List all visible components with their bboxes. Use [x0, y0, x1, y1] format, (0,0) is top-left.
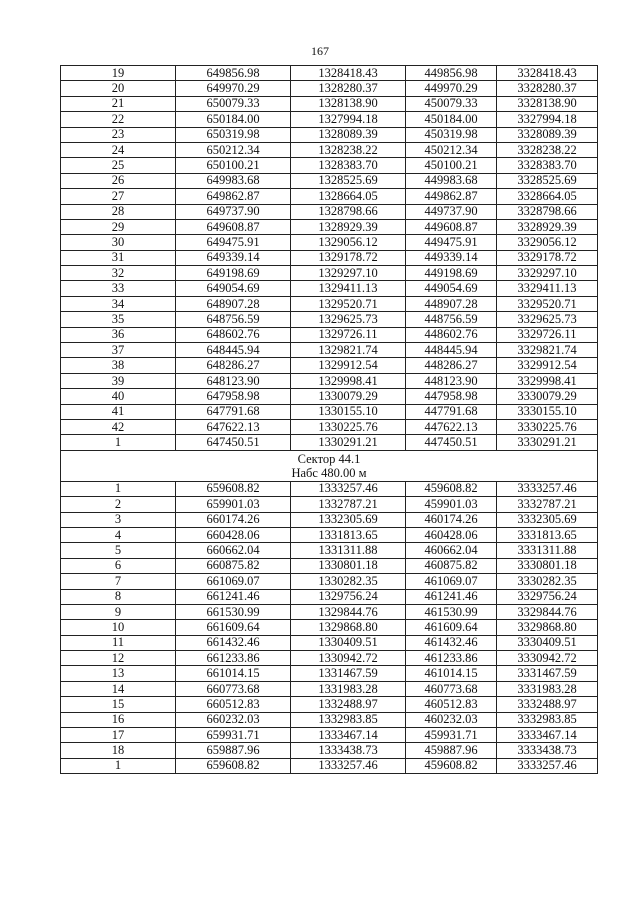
- point-number-cell: 10: [61, 620, 176, 635]
- table-row: [61, 373, 598, 388]
- y-local-cell: 3328798.66: [497, 204, 598, 219]
- x-coordinate-cell: 660232.03: [176, 712, 291, 727]
- table-row: [61, 204, 598, 219]
- point-number-cell: 30: [61, 235, 176, 250]
- y-local-cell: 3330801.18: [497, 558, 598, 573]
- point-number-cell: 42: [61, 419, 176, 434]
- x-coordinate-cell: 647450.51: [176, 435, 291, 450]
- x-local-cell: 449054.69: [406, 281, 497, 296]
- point-number-cell: 35: [61, 312, 176, 327]
- point-number-cell: 9: [61, 604, 176, 619]
- y-coordinate-cell: 1330155.10: [291, 404, 406, 419]
- y-coordinate-cell: 1328664.05: [291, 189, 406, 204]
- x-local-cell: 449608.87: [406, 219, 497, 234]
- point-number-cell: 17: [61, 728, 176, 743]
- x-local-cell: 447450.51: [406, 435, 497, 450]
- x-coordinate-cell: 648123.90: [176, 373, 291, 388]
- y-local-cell: 3331311.88: [497, 543, 598, 558]
- y-local-cell: 3328238.22: [497, 142, 598, 157]
- y-coordinate-cell: 1328929.39: [291, 219, 406, 234]
- y-local-cell: 3329998.41: [497, 373, 598, 388]
- point-number-cell: 24: [61, 142, 176, 157]
- y-coordinate-cell: 1329726.11: [291, 327, 406, 342]
- x-coordinate-cell: 649970.29: [176, 81, 291, 96]
- point-number-cell: 37: [61, 343, 176, 358]
- y-coordinate-cell: 1329821.74: [291, 343, 406, 358]
- y-coordinate-cell: 1332983.85: [291, 712, 406, 727]
- table-row: [61, 250, 598, 265]
- x-local-cell: 460662.04: [406, 543, 497, 558]
- y-local-cell: 3329056.12: [497, 235, 598, 250]
- section-header-cell: [61, 450, 598, 481]
- table-body-after: [61, 481, 598, 773]
- x-coordinate-cell: 660662.04: [176, 543, 291, 558]
- y-coordinate-cell: 1329178.72: [291, 250, 406, 265]
- x-local-cell: 449856.98: [406, 66, 497, 81]
- x-coordinate-cell: 649054.69: [176, 281, 291, 296]
- table-row: [61, 527, 598, 542]
- point-number-cell: 18: [61, 743, 176, 758]
- table-row: [61, 312, 598, 327]
- y-local-cell: 3328138.90: [497, 96, 598, 111]
- table-row: [61, 712, 598, 727]
- x-local-cell: 460428.06: [406, 527, 497, 542]
- table-row: [61, 189, 598, 204]
- y-local-cell: 3330291.21: [497, 435, 598, 450]
- y-coordinate-cell: 1332787.21: [291, 497, 406, 512]
- table-row: [61, 574, 598, 589]
- y-local-cell: 3329868.80: [497, 620, 598, 635]
- point-number-cell: 26: [61, 173, 176, 188]
- point-number-cell: 2: [61, 497, 176, 512]
- table-row: [61, 604, 598, 619]
- x-local-cell: 449339.14: [406, 250, 497, 265]
- y-local-cell: 3331813.65: [497, 527, 598, 542]
- y-coordinate-cell: 1333257.46: [291, 758, 406, 773]
- point-number-cell: 12: [61, 651, 176, 666]
- table-row: [61, 666, 598, 681]
- table-row: [61, 81, 598, 96]
- y-coordinate-cell: 1328238.22: [291, 142, 406, 157]
- x-coordinate-cell: 661069.07: [176, 574, 291, 589]
- y-coordinate-cell: 1333257.46: [291, 481, 406, 496]
- y-coordinate-cell: 1328525.69: [291, 173, 406, 188]
- table-row: [61, 697, 598, 712]
- x-local-cell: 449737.90: [406, 204, 497, 219]
- point-number-cell: 7: [61, 574, 176, 589]
- point-number-cell: 28: [61, 204, 176, 219]
- y-local-cell: 3330155.10: [497, 404, 598, 419]
- y-coordinate-cell: 1331311.88: [291, 543, 406, 558]
- y-coordinate-cell: 1327994.18: [291, 112, 406, 127]
- x-coordinate-cell: 648602.76: [176, 327, 291, 342]
- table-body-before: [61, 66, 598, 451]
- x-coordinate-cell: 650212.34: [176, 142, 291, 157]
- table-row: [61, 620, 598, 635]
- point-number-cell: 32: [61, 266, 176, 281]
- x-coordinate-cell: 650079.33: [176, 96, 291, 111]
- x-local-cell: 448286.27: [406, 358, 497, 373]
- x-local-cell: 460773.68: [406, 681, 497, 696]
- table-row: [61, 358, 598, 373]
- table-row: [61, 728, 598, 743]
- y-coordinate-cell: 1328418.43: [291, 66, 406, 81]
- y-coordinate-cell: 1329756.24: [291, 589, 406, 604]
- x-local-cell: 460232.03: [406, 712, 497, 727]
- point-number-cell: 1: [61, 481, 176, 496]
- x-coordinate-cell: 661432.46: [176, 635, 291, 650]
- section-header: [61, 450, 598, 481]
- x-local-cell: 459608.82: [406, 758, 497, 773]
- x-local-cell: 450212.34: [406, 142, 497, 157]
- x-local-cell: 461233.86: [406, 651, 497, 666]
- x-local-cell: 449198.69: [406, 266, 497, 281]
- x-coordinate-cell: 659901.03: [176, 497, 291, 512]
- y-coordinate-cell: 1328383.70: [291, 158, 406, 173]
- x-coordinate-cell: 650319.98: [176, 127, 291, 142]
- x-coordinate-cell: 648756.59: [176, 312, 291, 327]
- point-number-cell: 38: [61, 358, 176, 373]
- y-local-cell: 3329726.11: [497, 327, 598, 342]
- x-local-cell: 448756.59: [406, 312, 497, 327]
- y-local-cell: 3333467.14: [497, 728, 598, 743]
- y-local-cell: 3330079.29: [497, 389, 598, 404]
- x-coordinate-cell: 659931.71: [176, 728, 291, 743]
- x-local-cell: 447622.13: [406, 419, 497, 434]
- x-coordinate-cell: 660512.83: [176, 697, 291, 712]
- x-coordinate-cell: 650100.21: [176, 158, 291, 173]
- section-header-row: [61, 450, 598, 481]
- x-coordinate-cell: 649856.98: [176, 66, 291, 81]
- point-number-cell: 21: [61, 96, 176, 111]
- page-number: 167: [311, 44, 329, 58]
- x-local-cell: 450079.33: [406, 96, 497, 111]
- y-local-cell: 3328280.37: [497, 81, 598, 96]
- point-number-cell: 13: [61, 666, 176, 681]
- x-local-cell: 447958.98: [406, 389, 497, 404]
- y-local-cell: 3331983.28: [497, 681, 598, 696]
- point-number-cell: 39: [61, 373, 176, 388]
- table-row: [61, 543, 598, 558]
- point-number-cell: 25: [61, 158, 176, 173]
- y-local-cell: 3333257.46: [497, 758, 598, 773]
- y-local-cell: 3329178.72: [497, 250, 598, 265]
- point-number-cell: 6: [61, 558, 176, 573]
- y-local-cell: 3333438.73: [497, 743, 598, 758]
- y-local-cell: 3330225.76: [497, 419, 598, 434]
- point-number-cell: 22: [61, 112, 176, 127]
- y-local-cell: 3333257.46: [497, 481, 598, 496]
- table-row: [61, 235, 598, 250]
- point-number-cell: 34: [61, 296, 176, 311]
- y-local-cell: 3329756.24: [497, 589, 598, 604]
- table-row: [61, 158, 598, 173]
- x-coordinate-cell: 648286.27: [176, 358, 291, 373]
- y-local-cell: 3331467.59: [497, 666, 598, 681]
- point-number-cell: 11: [61, 635, 176, 650]
- x-local-cell: 448445.94: [406, 343, 497, 358]
- x-coordinate-cell: 649608.87: [176, 219, 291, 234]
- sector-height: Набс 480.00 м: [291, 465, 367, 480]
- x-coordinate-cell: 649983.68: [176, 173, 291, 188]
- x-local-cell: 448123.90: [406, 373, 497, 388]
- y-coordinate-cell: 1330291.21: [291, 435, 406, 450]
- y-local-cell: 3332305.69: [497, 512, 598, 527]
- x-local-cell: 449970.29: [406, 81, 497, 96]
- point-number-cell: 5: [61, 543, 176, 558]
- point-number-cell: 27: [61, 189, 176, 204]
- x-local-cell: 461014.15: [406, 666, 497, 681]
- table-row: [61, 327, 598, 342]
- table-row: [61, 481, 598, 496]
- x-local-cell: 461432.46: [406, 635, 497, 650]
- y-coordinate-cell: 1330225.76: [291, 419, 406, 434]
- x-local-cell: 450184.00: [406, 112, 497, 127]
- table-row: [61, 589, 598, 604]
- y-coordinate-cell: 1328798.66: [291, 204, 406, 219]
- point-number-cell: 40: [61, 389, 176, 404]
- x-coordinate-cell: 661241.46: [176, 589, 291, 604]
- point-number-cell: 3: [61, 512, 176, 527]
- point-number-cell: 41: [61, 404, 176, 419]
- y-local-cell: 3327994.18: [497, 112, 598, 127]
- y-local-cell: 3330409.51: [497, 635, 598, 650]
- x-local-cell: 460174.26: [406, 512, 497, 527]
- table-row: [61, 343, 598, 358]
- y-coordinate-cell: 1329411.13: [291, 281, 406, 296]
- y-coordinate-cell: 1329625.73: [291, 312, 406, 327]
- x-coordinate-cell: 661530.99: [176, 604, 291, 619]
- x-coordinate-cell: 649339.14: [176, 250, 291, 265]
- table-row: [61, 296, 598, 311]
- point-number-cell: 16: [61, 712, 176, 727]
- table-row: [61, 743, 598, 758]
- x-local-cell: 447791.68: [406, 404, 497, 419]
- point-number-cell: 1: [61, 758, 176, 773]
- table-row: [61, 651, 598, 666]
- table-row: [61, 127, 598, 142]
- y-local-cell: 3328383.70: [497, 158, 598, 173]
- x-local-cell: 461609.64: [406, 620, 497, 635]
- y-coordinate-cell: 1330282.35: [291, 574, 406, 589]
- y-local-cell: 3330942.72: [497, 651, 598, 666]
- table-row: [61, 389, 598, 404]
- x-coordinate-cell: 660773.68: [176, 681, 291, 696]
- sector-title: Сектор 44.1: [297, 451, 361, 466]
- y-coordinate-cell: 1328280.37: [291, 81, 406, 96]
- point-number-cell: 19: [61, 66, 176, 81]
- x-local-cell: 450319.98: [406, 127, 497, 142]
- point-number-cell: 15: [61, 697, 176, 712]
- x-coordinate-cell: 647622.13: [176, 419, 291, 434]
- y-local-cell: 3330282.35: [497, 574, 598, 589]
- y-coordinate-cell: 1329297.10: [291, 266, 406, 281]
- x-coordinate-cell: 648445.94: [176, 343, 291, 358]
- y-coordinate-cell: 1328138.90: [291, 96, 406, 111]
- y-coordinate-cell: 1329868.80: [291, 620, 406, 635]
- table-row: [61, 758, 598, 773]
- y-local-cell: 3328929.39: [497, 219, 598, 234]
- table-row: [61, 112, 598, 127]
- x-coordinate-cell: 661014.15: [176, 666, 291, 681]
- y-coordinate-cell: 1332488.97: [291, 697, 406, 712]
- table-row: [61, 173, 598, 188]
- y-coordinate-cell: 1329056.12: [291, 235, 406, 250]
- point-number-cell: 14: [61, 681, 176, 696]
- x-local-cell: 461530.99: [406, 604, 497, 619]
- x-coordinate-cell: 647958.98: [176, 389, 291, 404]
- x-coordinate-cell: 649475.91: [176, 235, 291, 250]
- point-number-cell: 20: [61, 81, 176, 96]
- y-coordinate-cell: 1328089.39: [291, 127, 406, 142]
- point-number-cell: 29: [61, 219, 176, 234]
- y-coordinate-cell: 1329844.76: [291, 604, 406, 619]
- x-coordinate-cell: 661233.86: [176, 651, 291, 666]
- y-coordinate-cell: 1330079.29: [291, 389, 406, 404]
- y-coordinate-cell: 1330801.18: [291, 558, 406, 573]
- point-number-cell: 36: [61, 327, 176, 342]
- x-coordinate-cell: 649198.69: [176, 266, 291, 281]
- x-local-cell: 459887.96: [406, 743, 497, 758]
- x-local-cell: 459931.71: [406, 728, 497, 743]
- y-local-cell: 3329297.10: [497, 266, 598, 281]
- coordinates-table: [60, 65, 598, 774]
- y-coordinate-cell: 1331983.28: [291, 681, 406, 696]
- x-coordinate-cell: 648907.28: [176, 296, 291, 311]
- y-local-cell: 3332488.97: [497, 697, 598, 712]
- x-coordinate-cell: 647791.68: [176, 404, 291, 419]
- x-coordinate-cell: 661609.64: [176, 620, 291, 635]
- x-coordinate-cell: 649862.87: [176, 189, 291, 204]
- y-coordinate-cell: 1332305.69: [291, 512, 406, 527]
- table-row: [61, 435, 598, 450]
- y-local-cell: 3332787.21: [497, 497, 598, 512]
- y-local-cell: 3332983.85: [497, 712, 598, 727]
- table-row: [61, 219, 598, 234]
- y-local-cell: 3329912.54: [497, 358, 598, 373]
- y-coordinate-cell: 1329520.71: [291, 296, 406, 311]
- x-local-cell: 461069.07: [406, 574, 497, 589]
- table-row: [61, 681, 598, 696]
- point-number-cell: 23: [61, 127, 176, 142]
- table-row: [61, 142, 598, 157]
- x-local-cell: 449475.91: [406, 235, 497, 250]
- x-local-cell: 459608.82: [406, 481, 497, 496]
- table-row: [61, 66, 598, 81]
- table-row: [61, 96, 598, 111]
- table-row: [61, 281, 598, 296]
- x-coordinate-cell: 660875.82: [176, 558, 291, 573]
- point-number-cell: 1: [61, 435, 176, 450]
- y-coordinate-cell: 1331467.59: [291, 666, 406, 681]
- x-coordinate-cell: 659608.82: [176, 481, 291, 496]
- table-row: [61, 512, 598, 527]
- table-row: [61, 635, 598, 650]
- x-local-cell: 459901.03: [406, 497, 497, 512]
- x-coordinate-cell: 659608.82: [176, 758, 291, 773]
- y-local-cell: 3328525.69: [497, 173, 598, 188]
- point-number-cell: 4: [61, 527, 176, 542]
- y-coordinate-cell: 1330409.51: [291, 635, 406, 650]
- x-local-cell: 461241.46: [406, 589, 497, 604]
- x-local-cell: 450100.21: [406, 158, 497, 173]
- table-row: [61, 404, 598, 419]
- x-coordinate-cell: 649737.90: [176, 204, 291, 219]
- y-local-cell: 3328664.05: [497, 189, 598, 204]
- y-coordinate-cell: 1333438.73: [291, 743, 406, 758]
- point-number-cell: 33: [61, 281, 176, 296]
- x-local-cell: 448907.28: [406, 296, 497, 311]
- y-local-cell: 3329520.71: [497, 296, 598, 311]
- y-coordinate-cell: 1329912.54: [291, 358, 406, 373]
- x-local-cell: 460512.83: [406, 697, 497, 712]
- point-number-cell: 31: [61, 250, 176, 265]
- x-local-cell: 448602.76: [406, 327, 497, 342]
- table-row: [61, 266, 598, 281]
- y-coordinate-cell: 1330942.72: [291, 651, 406, 666]
- table-row: [61, 497, 598, 512]
- x-coordinate-cell: 660428.06: [176, 527, 291, 542]
- x-local-cell: 449983.68: [406, 173, 497, 188]
- table-row: [61, 558, 598, 573]
- y-local-cell: 3329844.76: [497, 604, 598, 619]
- y-coordinate-cell: 1329998.41: [291, 373, 406, 388]
- y-local-cell: 3329625.73: [497, 312, 598, 327]
- y-local-cell: 3329411.13: [497, 281, 598, 296]
- x-coordinate-cell: 660174.26: [176, 512, 291, 527]
- y-coordinate-cell: 1331813.65: [291, 527, 406, 542]
- y-local-cell: 3328418.43: [497, 66, 598, 81]
- y-local-cell: 3328089.39: [497, 127, 598, 142]
- x-local-cell: 449862.87: [406, 189, 497, 204]
- y-local-cell: 3329821.74: [497, 343, 598, 358]
- y-coordinate-cell: 1333467.14: [291, 728, 406, 743]
- point-number-cell: 8: [61, 589, 176, 604]
- x-coordinate-cell: 659887.96: [176, 743, 291, 758]
- x-local-cell: 460875.82: [406, 558, 497, 573]
- x-coordinate-cell: 650184.00: [176, 112, 291, 127]
- table-row: [61, 419, 598, 434]
